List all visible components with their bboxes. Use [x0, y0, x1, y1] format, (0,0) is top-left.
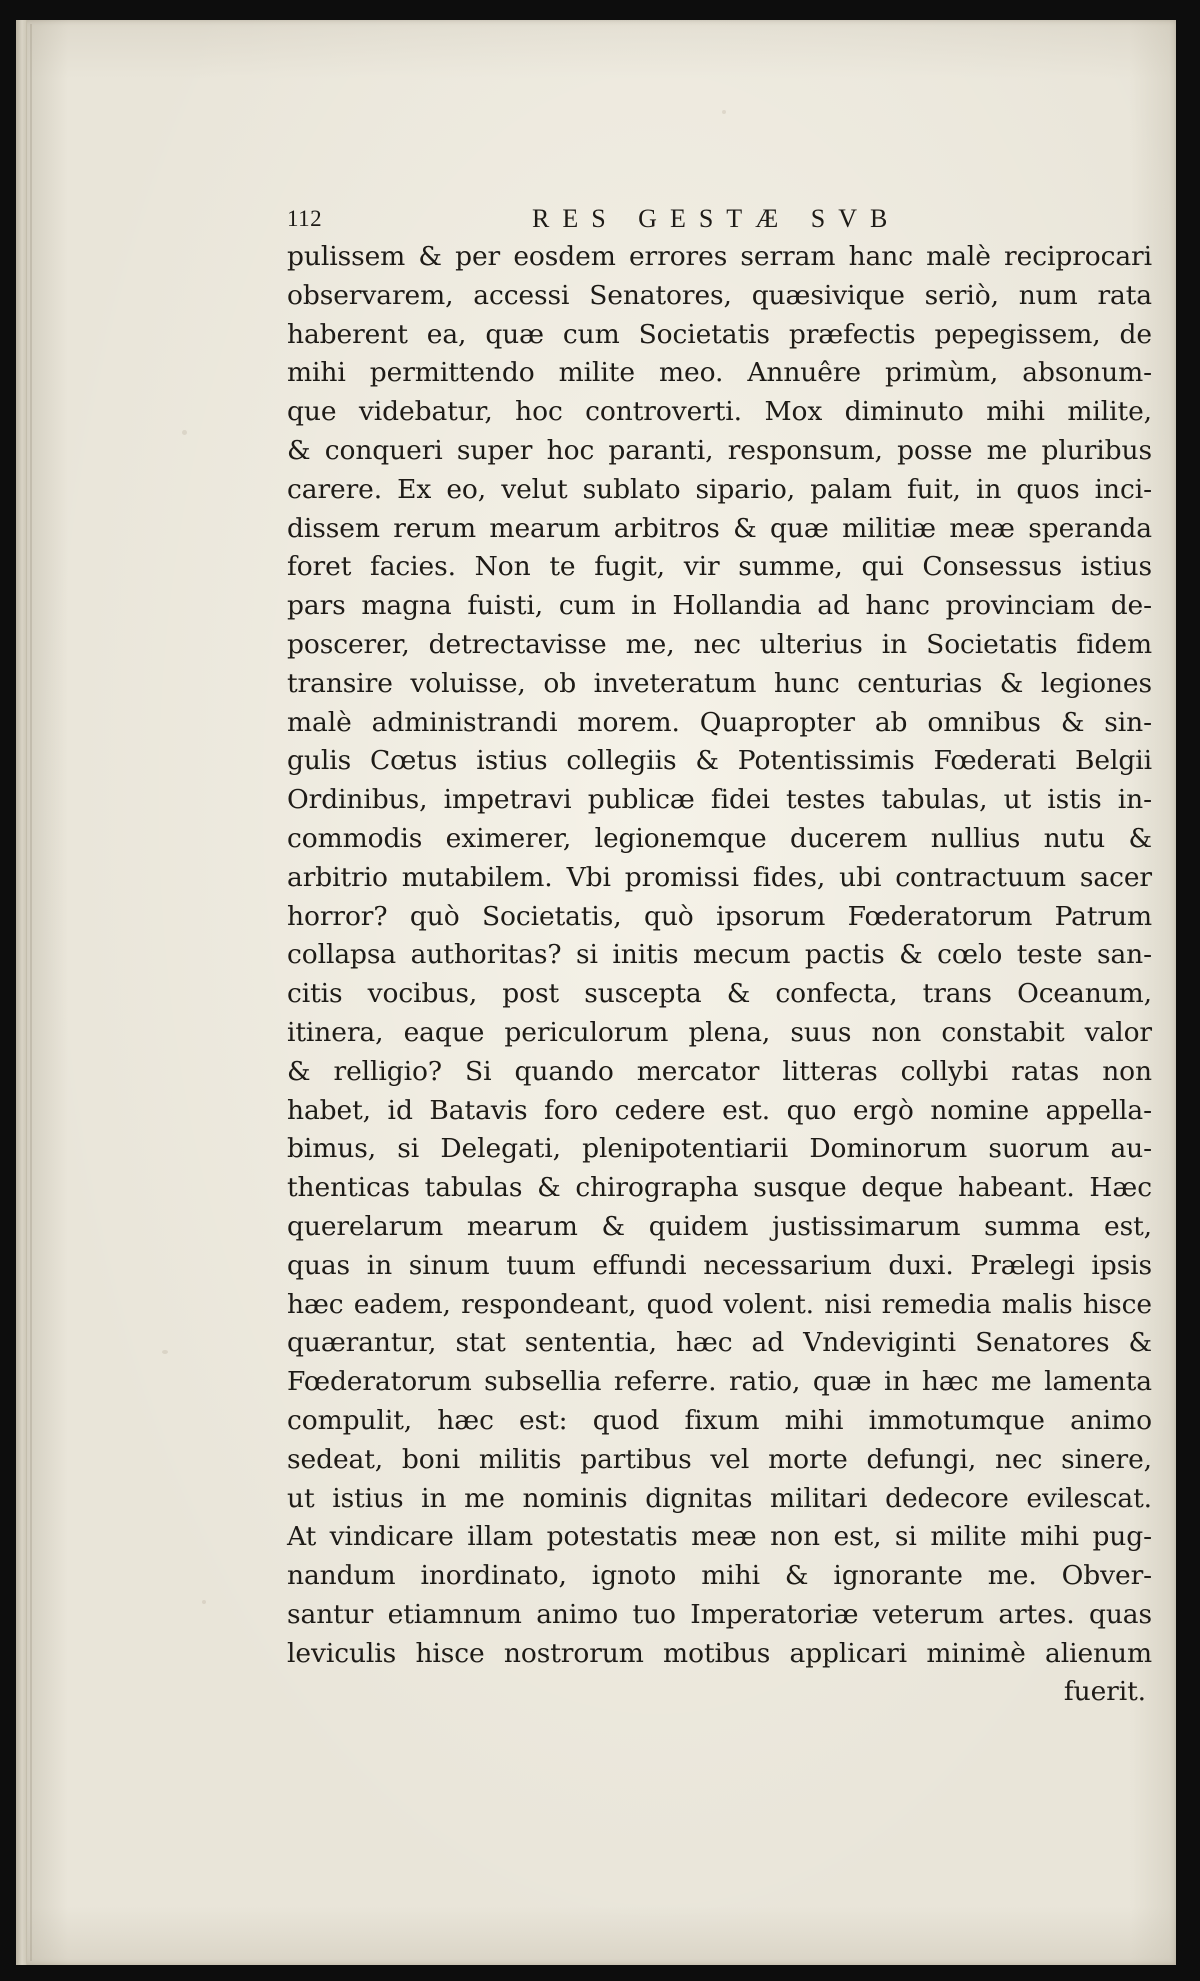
text-line: quærantur, stat sententia, hæc ad Vndeviginti Senatores & — [287, 1327, 1152, 1359]
text-block — [287, 200, 1152, 1712]
paper-stain — [202, 1600, 206, 1604]
text-line: observarem, accessi Senatores, quæsivique seriò, num rata — [287, 279, 1152, 311]
text-line: habet, id Batavis foro cedere est. quo ergò nomine appella- — [287, 1094, 1152, 1126]
text-line: poscerer, detrectavisse me, nec ulterius in Societatis fidem — [287, 628, 1152, 660]
body-text — [287, 238, 1152, 1673]
text-line: sedeat, boni militis partibus vel morte defungi, nec sinere, — [287, 1443, 1152, 1475]
text-line: & conqueri super hoc paranti, responsum, posse me pluribus — [287, 434, 1152, 466]
text-line: foret facies. Non te fugit, vir summe, qui Consessus istius — [287, 551, 1152, 583]
text-line: haberent ea, quæ cum Societatis præfectis pepegissem, de — [287, 318, 1152, 350]
text-line: pars magna fuisti, cum in Hollandia ad hanc provinciam de- — [287, 590, 1152, 622]
text-line: transire voluisse, ob inveteratum hunc centurias & legiones — [287, 667, 1152, 699]
text-line: Fœderatorum subsellia referre. ratio, quæ in hæc me lamenta — [287, 1366, 1152, 1398]
text-line: nandum inordinato, ignoto mihi & ignorante me. Obver- — [287, 1560, 1152, 1592]
page-gutter-line — [30, 24, 32, 1961]
text-line: querelarum mearum & quidem justissimarum summa est, — [287, 1210, 1152, 1242]
text-line: At vindicare illam potestatis meæ non est, si milite mihi pug- — [287, 1521, 1152, 1553]
text-line: Ordinibus, impetravi publicæ fidei testes tabulas, ut istis in- — [287, 784, 1152, 816]
text-line: mihi permittendo milite meo. Annuêre primùm, absonum- — [287, 357, 1152, 389]
page-edge — [16, 20, 27, 1965]
text-line: malè administrandi morem. Quapropter ab omnibus & sin- — [287, 706, 1152, 738]
text-line: ut istius in me nominis dignitas militari dedecore evilescat. — [287, 1482, 1152, 1514]
page-header — [287, 200, 1152, 238]
page-number: 112 — [287, 206, 323, 231]
paper-stain — [182, 430, 187, 435]
text-line: compulit, hæc est: quod fixum mihi immotumque animo — [287, 1404, 1152, 1436]
text-line: & relligio? Si quando mercator litteras collybi ratas non — [287, 1055, 1152, 1087]
text-line: dissem rerum mearum arbitros & quæ militiæ meæ speranda — [287, 512, 1152, 544]
final-word: fuerit. — [1063, 1676, 1146, 1708]
text-line: leviculis hisce nostrorum motibus applicari minimè alienum — [287, 1637, 1152, 1669]
text-line: carere. Ex eo, velut sublato sipario, palam fuit, in quos inci- — [287, 473, 1152, 505]
book-page — [22, 20, 1176, 1965]
text-line: gulis Cœtus istius collegiis & Potentissimis Fœderati Belgii — [287, 745, 1152, 777]
text-line: que videbatur, hoc controverti. Mox diminuto mihi milite, — [287, 396, 1152, 428]
text-line: itinera, eaque periculorum plena, suus non constabit valor — [287, 1016, 1152, 1048]
text-line: hæc eadem, respondeant, quod volent. nisi remedia malis hisce — [287, 1288, 1152, 1320]
text-line: horror? quò Societatis, quò ipsorum Fœderatorum Patrum — [287, 900, 1152, 932]
text-line: commodis eximerer, legionemque ducerem nullius nutu & — [287, 822, 1152, 854]
text-line: santur etiamnum animo tuo Imperatoriæ veterum artes. quas — [287, 1598, 1152, 1630]
text-line: quas in sinum tuum effundi necessarium duxi. Prælegi ipsis — [287, 1249, 1152, 1281]
text-line: collapsa authoritas? si initis mecum pactis & cœlo teste san- — [287, 939, 1152, 971]
text-line: bimus, si Delegati, plenipotentiarii Dominorum suorum au- — [287, 1133, 1152, 1165]
text-line: citis vocibus, post suscepta & confecta, trans Oceanum, — [287, 978, 1152, 1010]
text-line: arbitrio mutabilem. Vbi promissi fides, ubi contractuum sacer — [287, 861, 1152, 893]
running-head: RES GESTÆ SVB — [532, 204, 901, 233]
paper-stain — [162, 1350, 168, 1354]
paper-stain — [722, 110, 726, 114]
text-line: thenticas tabulas & chirographa susque deque habeant. Hæc — [287, 1172, 1152, 1204]
text-line: pulissem & per eosdem errores serram hanc malè reciprocari — [287, 241, 1152, 272]
